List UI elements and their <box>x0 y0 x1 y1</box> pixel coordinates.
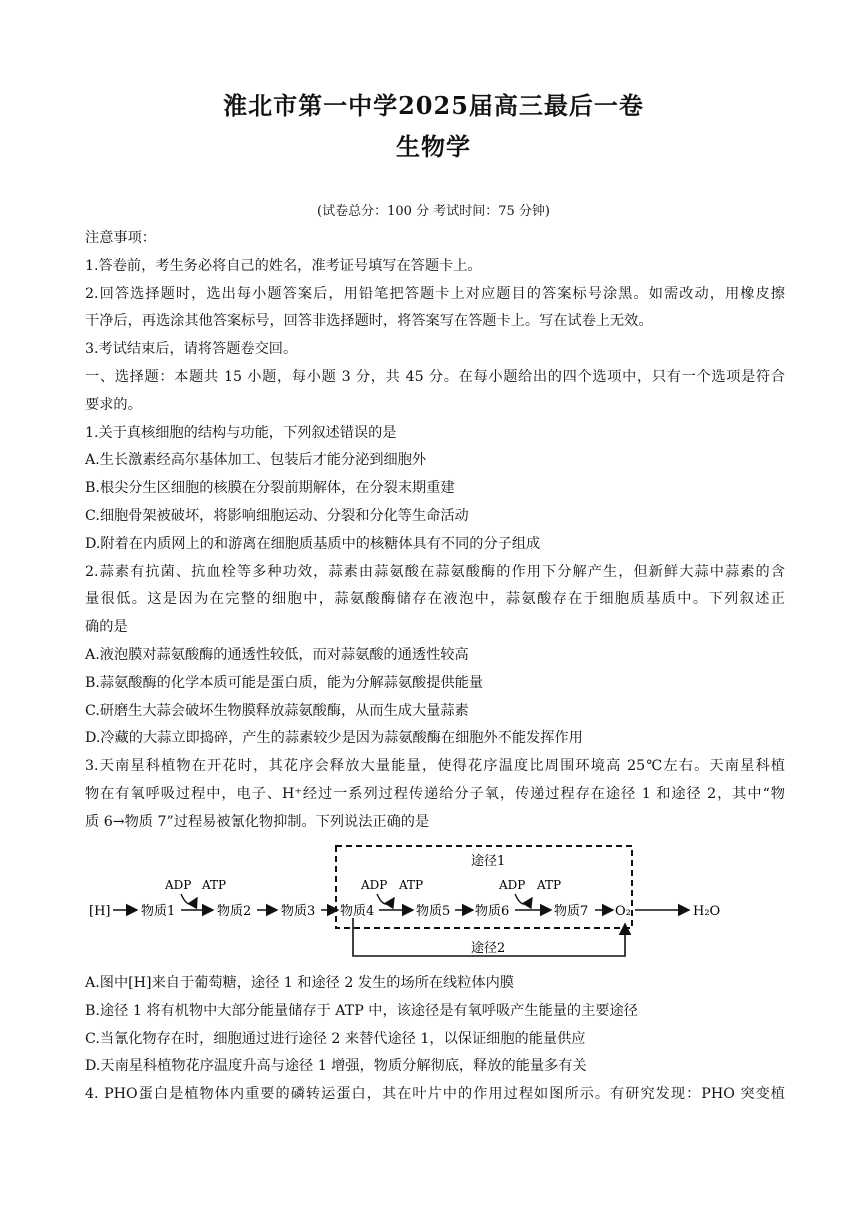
question-2-option-b: B.蒜氨酸酶的化学本质可能是蛋白质，能为分解蒜氨酸提供能量 <box>85 674 484 691</box>
question-1-option-d: D.附着在内质网上的和游离在细胞质基质中的核糖体具有不同的分子组成 <box>85 535 541 552</box>
question-2-stem: 确的是 <box>85 619 128 636</box>
adp-label-2: ADP <box>361 878 388 892</box>
notes-heading: 注意事项： <box>85 230 156 246</box>
node-m6: 物质6 <box>475 904 510 919</box>
question-1-stem: 1.关于真核细胞的结构与功能，下列叙述错误的是 <box>85 424 397 441</box>
adp-atp-curve-2 <box>377 894 394 904</box>
adp-label-1: ADP <box>165 878 192 892</box>
pathway-svg <box>85 838 785 968</box>
question-3-option-b: B.途径 1 将有机物中大部分能量储存于 ATP 中，该途径是有氧呼吸产生能量的主要途径 <box>85 1002 638 1019</box>
question-2-option-a: A.液泡膜对蒜氨酸酶的通透性较低，而对蒜氨酸的通透性较高 <box>85 646 469 663</box>
question-4-stem: 4. PHO蛋白是植物体内重要的磷转运蛋白，其在叶片中的作用过程如图所示。有研究发现：PHO 突变植 <box>85 1086 785 1103</box>
question-2-stem: 量很低。这是因为在完整的细胞中，蒜氨酸酶储存在液泡中，蒜氨酸存在于细胞质基质中。下列叙述正 <box>85 591 785 608</box>
question-3-stem: 3.天南星科植物在开花时，其花序会释放大量能量，使得花序温度比周围环境高 25℃左右。天南星科植 <box>85 758 785 775</box>
exam-body-continued <box>85 970 785 1109</box>
node-o2: O₂ <box>615 904 631 919</box>
exam-body <box>85 225 785 837</box>
question-3-stem: 物在有氧呼吸过程中，电子、H⁺经过一系列过程传递给分子氧，传递过程存在途径 1 和途径 2，其中“物 <box>85 785 785 802</box>
atp-label-3: ATP <box>537 878 562 892</box>
question-3-stem: 质 6→物质 7”过程易被氰化物抑制。下列说法正确的是 <box>85 813 430 830</box>
question-3-option-a: A.图中[H]来自于葡萄糖，途径 1 和途径 2 发生的场所在线粒体内膜 <box>85 975 514 991</box>
node-h: [H] <box>89 904 111 919</box>
path2-label: 途径2 <box>471 941 506 956</box>
respiration-pathway-diagram <box>85 838 785 968</box>
note-item: 3.考试结束后，请将答题卷交回。 <box>85 341 298 358</box>
section-heading: 一、选择题：本题共 15 小题，每小题 3 分，共 45 分。在每小题给出的四个选项中，只有一个选项是符合 <box>85 368 785 385</box>
question-3-option-d: D.天南星科植物花序温度升高与途径 1 增强，物质分解彻底，释放的能量多有关 <box>85 1058 587 1075</box>
node-m1: 物质1 <box>141 904 176 919</box>
node-m2: 物质2 <box>217 904 252 919</box>
adp-atp-curve-1 <box>181 894 197 904</box>
question-2-stem: 2.蒜素有抗菌、抗血栓等多种功效，蒜素由蒜氨酸在蒜氨酸酶的作用下分解产生，但新鲜大蒜中蒜素的含 <box>85 563 785 580</box>
question-1-option-b: B.根尖分生区细胞的核膜在分裂前期解体，在分裂末期重建 <box>85 480 455 497</box>
question-2-option-c: C.研磨生大蒜会破坏生物膜释放蒜氨酸酶，从而生成大量蒜素 <box>85 702 469 719</box>
node-m7: 物质7 <box>554 904 589 919</box>
path1-label: 途径1 <box>471 854 506 869</box>
question-3-option-c: C.当氰化物存在时，细胞通过进行途径 2 来替代途径 1，以保证细胞的能量供应 <box>85 1030 586 1047</box>
note-item: 干净后，再选涂其他答案标号，回答非选择题时，将答案写在答题卡上。写在试卷上无效。 <box>85 313 653 330</box>
adp-atp-curve-3 <box>515 894 532 904</box>
note-item: 1.答卷前，考生务必将自己的姓名，准考证号填写在答题卡上。 <box>85 257 482 274</box>
node-m5: 物质5 <box>416 904 451 919</box>
question-1-option-c: C.细胞骨架被破坏，将影响细胞运动、分裂和分化等生命活动 <box>85 507 469 524</box>
node-m4: 物质4 <box>340 904 375 919</box>
section-heading-cont: 要求的。 <box>85 396 142 413</box>
exam-subject: 生物学 <box>396 132 471 161</box>
adp-label-3: ADP <box>499 878 526 892</box>
node-h2o: H₂O <box>693 904 721 919</box>
exam-title: 淮北市第一中学2025届高三最后一卷 <box>223 91 644 120</box>
atp-label-1: ATP <box>202 878 227 892</box>
node-m3: 物质3 <box>281 904 316 919</box>
question-1-option-a: A.生长激素经高尔基体加工、包装后才能分泌到细胞外 <box>85 452 427 469</box>
question-2-option-d: D.冷藏的大蒜立即捣碎，产生的蒜素较少是因为蒜氨酸酶在细胞外不能发挥作用 <box>85 730 583 747</box>
atp-label-2: ATP <box>399 878 424 892</box>
note-item: 2.回答选择题时，选出每小题答案后，用铅笔把答题卡上对应题目的答案标号涂黑。如需改动，用橡皮擦 <box>85 285 785 302</box>
exam-meta: (试卷总分：100 分 考试时间：75 分钟) <box>317 204 550 219</box>
